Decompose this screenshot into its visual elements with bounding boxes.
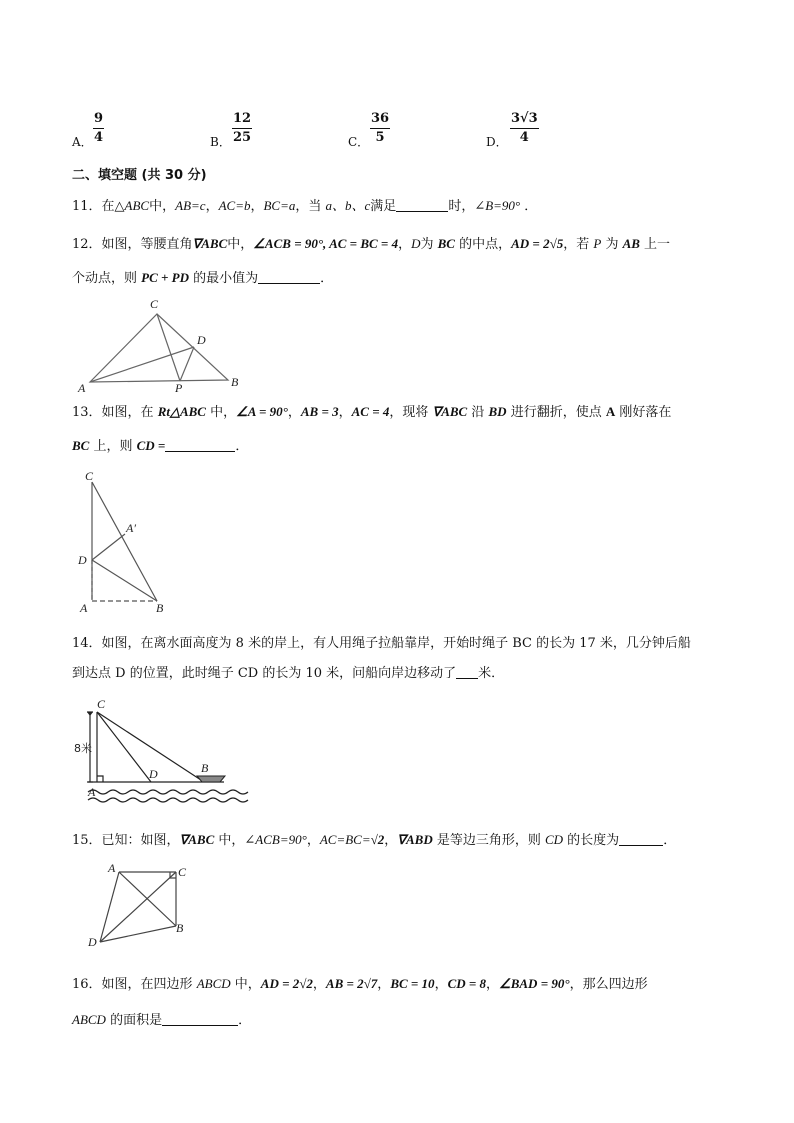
q12-ad: AD = 2√5 xyxy=(511,236,564,251)
q15-text: 的长度为 xyxy=(563,833,620,848)
option-a-denominator: 4 xyxy=(94,130,104,145)
q13-label-a: A xyxy=(80,601,88,615)
q13-cd: CD = xyxy=(136,438,166,453)
q13-text: ． xyxy=(235,439,249,454)
q11-text: 11．在△ xyxy=(72,199,125,214)
q12-label-b: B xyxy=(231,375,239,389)
q13-label-c: C xyxy=(85,469,94,483)
q16-sep: ， xyxy=(312,977,326,992)
q12-text: 的中点， xyxy=(454,237,512,252)
q12-point-p: P xyxy=(593,236,602,251)
q13-text: 进行翻折，使点 xyxy=(506,405,606,420)
q13-angle: ∠A = 90° xyxy=(236,404,288,419)
q11-ac: AC=b xyxy=(218,198,251,213)
q16-text: 的面积是 xyxy=(105,1013,163,1028)
q14-label-a: A xyxy=(88,785,96,799)
q12-bc: BC xyxy=(437,236,455,251)
option-a-letter: A． xyxy=(72,135,93,149)
q13-text: 沿 xyxy=(467,405,489,420)
option-d-letter: D． xyxy=(486,135,508,149)
q13-label-b: B xyxy=(156,601,164,615)
q16-text: ． xyxy=(238,1013,252,1028)
q15-angle: ACB=90° xyxy=(255,832,307,847)
option-b-letter: B． xyxy=(210,135,231,149)
q16-text: 16．如图，在四边形 xyxy=(72,977,197,992)
q15-root: √2 xyxy=(370,832,385,847)
q12-text: ， xyxy=(398,237,412,252)
q12-text: ． xyxy=(320,271,334,286)
option-a-numerator: 9 xyxy=(94,111,104,126)
section-title: 二、填空题 (共 30 分) xyxy=(72,168,207,183)
q13-ab: AB = 3 xyxy=(300,404,339,419)
option-c-numerator: 36 xyxy=(371,111,390,126)
q13-text: 刚好落在 xyxy=(615,405,672,420)
q12-ab: AB xyxy=(622,236,640,251)
q15-triangle-abd: ∇ABD xyxy=(397,832,433,847)
q16-bc: BC = 10 xyxy=(390,976,435,991)
q15-text: 是等边三角形，则 xyxy=(432,833,545,848)
q16-ab: AB = 2√7 xyxy=(325,976,378,991)
q13-bc: BC xyxy=(72,438,90,453)
q12-text: 为 xyxy=(601,237,623,252)
q16-quad: ABCD xyxy=(72,1012,106,1027)
q16-angle: ∠BAD = 90° xyxy=(499,976,570,991)
q12-text: 为 xyxy=(420,237,438,252)
q11-angle: B=90° xyxy=(485,198,521,213)
q16-cd: CD = 8 xyxy=(447,976,487,991)
q13-triangle: Rt△ABC xyxy=(157,404,206,419)
q16-quad: ABCD xyxy=(196,976,231,991)
option-c-denominator: 5 xyxy=(375,130,385,145)
q11-text: 中， xyxy=(149,199,176,214)
q13-text: ，现将 xyxy=(389,405,433,420)
q11-sep: ， xyxy=(205,199,219,214)
q15-label-d: D xyxy=(88,935,97,949)
q14-label-height: 8米 xyxy=(74,742,92,755)
q15-equal: AC=BC= xyxy=(319,832,371,847)
q11-text: 满足 xyxy=(370,199,397,214)
q13-text: ， xyxy=(338,405,352,420)
q11-text: 时，∠ xyxy=(448,199,486,214)
q15-text: ． xyxy=(663,833,677,848)
q16-sep: ， xyxy=(434,977,448,992)
q13-text: ， xyxy=(287,405,301,420)
q15-cd: CD xyxy=(544,832,564,847)
q15-text: 中，∠ xyxy=(214,833,256,848)
q14-label-d: D xyxy=(149,767,158,781)
q12-text: 中， xyxy=(227,237,254,252)
q11-bc: BC=a xyxy=(263,198,296,213)
q13-bd: BD xyxy=(488,404,507,419)
q12-point-d: D xyxy=(411,236,421,251)
q12-text: ，若 xyxy=(563,237,594,252)
q13-point-a: A xyxy=(605,404,616,419)
q11-ab: AB=c xyxy=(175,198,206,213)
option-d-numerator: 3√3 xyxy=(511,111,538,126)
q12-label-p: P xyxy=(175,381,183,395)
q12-given: ∠ACB = 90°, AC = BC = 4 xyxy=(253,236,399,251)
q16-answer-blank[interactable] xyxy=(162,1011,238,1026)
q15-label-b: B xyxy=(176,921,184,935)
q14-label-b: B xyxy=(201,761,209,775)
q12-text: 个动点，则 xyxy=(72,271,142,286)
q14-text: 到达点 D 的位置，此时绳子 CD 的长为 10 米，问船向岸边移动了 xyxy=(72,666,457,681)
q16-text: 中， xyxy=(230,977,261,992)
q12-triangle: ∇ABC xyxy=(192,236,228,251)
q12-text: 的最小值为 xyxy=(189,271,259,286)
q12-label-c: C xyxy=(150,297,159,311)
q14-label-c: C xyxy=(97,697,106,711)
q12-label-d: D xyxy=(197,333,206,347)
q16-ad: AD = 2√2 xyxy=(260,976,313,991)
q11-sep: ， xyxy=(250,199,264,214)
q13-text: 上，则 xyxy=(89,439,137,454)
option-b-numerator: 12 xyxy=(233,111,252,126)
q11-text: ． xyxy=(520,199,538,214)
q12-sum: PC + PD xyxy=(141,270,189,285)
option-b-denominator: 25 xyxy=(233,130,252,145)
q15-triangle: ∇ABC xyxy=(179,832,215,847)
q13-triangle-sym: ∇ABC xyxy=(432,404,468,419)
option-c-letter: C． xyxy=(348,135,370,149)
q12-label-a: A xyxy=(78,381,86,395)
question-16-line2 xyxy=(72,1010,251,1031)
q15-label-c: C xyxy=(178,865,187,879)
q13-text: 中， xyxy=(205,405,237,420)
option-d-denominator: 4 xyxy=(519,130,529,145)
q16-text: ，那么四边形 xyxy=(569,977,648,992)
q13-ac: AC = 4 xyxy=(351,404,390,419)
q11-triangle: ABC xyxy=(124,198,150,213)
q11-vars: a、b、c xyxy=(325,198,371,213)
q16-sep: ， xyxy=(377,977,391,992)
question-14-line1: 14．如图，在离水面高度为 8 米的岸上，有人用绳子拉船靠岸，开始时绳子 BC 的长为 17 米，几分钟后船 xyxy=(72,636,691,651)
q15-text: ， xyxy=(306,833,320,848)
q13-text: 13．如图，在 xyxy=(72,405,158,420)
q11-text: ，当 xyxy=(295,199,326,214)
q13-label-a-prime: A′ xyxy=(126,521,136,535)
q12-text: 12．如图，等腰直角 xyxy=(72,237,193,252)
q15-text: 15．已知：如图， xyxy=(72,833,180,848)
q14-text: 米． xyxy=(478,666,505,681)
q15-text: ， xyxy=(384,833,398,848)
q12-text: 上一 xyxy=(639,237,671,252)
q16-sep: ， xyxy=(486,977,500,992)
question-16-line1 xyxy=(72,974,648,995)
q13-label-d: D xyxy=(78,553,87,567)
q15-label-a: A xyxy=(108,861,116,875)
